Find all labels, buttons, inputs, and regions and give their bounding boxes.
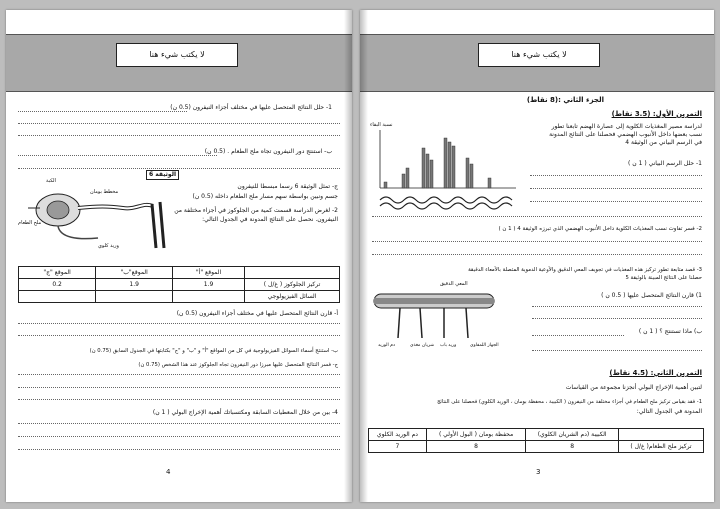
label-artery: شريان مغذي: [410, 343, 435, 348]
table-cell: 1.9: [96, 279, 173, 291]
question-1: 1- حلل النتائج المتحصل عليها في مختلف أجزاء النيفرون (0.5 ن): [170, 104, 332, 111]
digestion-chart: [368, 128, 518, 218]
answer-line: [18, 135, 340, 136]
page-number: 4: [166, 468, 171, 476]
question-3-1: 1) قارن النتائج المتحصل عليها ( 0.5 ن ): [601, 292, 702, 299]
table-row: [19, 291, 340, 303]
answer-line: [18, 155, 217, 156]
header-notice: لا يكتب شيء هنا: [478, 43, 600, 67]
left-page: [6, 10, 352, 502]
exercise-1-intro-3: في الرسم البياني من الوثيقة 4: [625, 139, 702, 146]
salt-table: [368, 428, 704, 453]
question-1: 1- حلل الرسم البياني ( 1 ن ): [628, 160, 702, 167]
exercise-2-intro: لتبين أهمية الإخراج البولي أنجزنا مجموعة من القياسات: [565, 384, 702, 391]
table-cell: تركيز الجلوكوز ( غ/ل ): [245, 279, 340, 291]
answer-line: [530, 175, 702, 176]
table-cell: 1.9: [173, 279, 245, 291]
answer-line: [530, 188, 702, 189]
question-3-continued: حصلنا على النتائج المبينة بالوثيقة 5: [625, 275, 702, 281]
header-bar: [6, 34, 352, 92]
table-cell: تركيز ملح الطعام( غ/ل ): [619, 441, 704, 453]
glucose-table: [18, 266, 340, 303]
answer-line: [18, 387, 340, 388]
doc5-label: المعي الدقيق: [440, 281, 468, 287]
answer-line: [18, 449, 340, 450]
table-cell: [96, 291, 173, 303]
table-cell: [173, 291, 245, 303]
table-row: [369, 441, 704, 453]
exercise-1-title: التمرين الأول: (3.5 نقاط): [611, 110, 702, 118]
table-header-cell: الموقع"ب": [96, 267, 173, 279]
question-2-continued: النيفرون. نحصل على النتائج المدونة في الجدول التالي:: [202, 216, 338, 223]
table-header-row: [369, 429, 704, 441]
label-bowman: مخطط بومان: [90, 189, 119, 195]
header-notice: لا يكتب شيء هنا: [116, 43, 238, 67]
question-3: 3- قصد متابعة تطور تركيز هذه المغذيات في تجويف المعي الدقيق والأوعية الدموية المتصلة بالأمعاء الدقيقة: [468, 267, 702, 273]
table-cell: 8: [526, 441, 619, 453]
answer-line: [18, 323, 340, 324]
page-fold-shadow: [360, 10, 368, 502]
table-header-cell: دم الوريد الكلوي: [369, 429, 427, 441]
doc6-label: الوثيقة 6: [146, 170, 179, 180]
answer-line: [372, 254, 702, 255]
label-lymph: الجهاز اللمفاوي: [470, 343, 499, 348]
table-header-cell: الكبيبة (دم الشريان الكلوي): [526, 429, 619, 441]
question-c: ج- تمثل الوثيقة 6 رسما مبسطا للنيفرون: [237, 183, 338, 190]
answer-line: [532, 335, 624, 336]
table-header-cell: الموقع "ج": [19, 267, 96, 279]
part-title: الجزء الثاني :(8 نقاط): [526, 96, 604, 104]
intestine-figure: [370, 286, 510, 366]
exercise-2-question-1: 1- فقد بقياس تركيز ملح الطعام في أجزاء مختلفة من النيفرون ( الكبيبة ، محفظة بومان ، الوريد الكلوي) فحصلنا على النتائج: [437, 399, 702, 405]
label-vein-blood: دم الوريد: [378, 343, 395, 348]
answer-line: [18, 374, 340, 375]
table-cell: 7: [369, 441, 427, 453]
table-header-cell: الموقع "أ": [173, 267, 245, 279]
answer-line: [18, 423, 340, 424]
answer-line: [372, 241, 702, 242]
label-portal-vein: وريد باب: [440, 343, 457, 348]
question-c3: ج- فسر النتائج المتحصل عليها مبرزا دور النيفرون تجاه الجلوكوز عند هذا الشخص (0.75 ن): [138, 362, 338, 368]
label-salt: ملح الطعام: [18, 220, 42, 226]
exercise-2-title: التمرين الثاني: (4.5 نقاط): [609, 369, 702, 377]
answer-line: [372, 216, 702, 217]
answer-line: [18, 168, 340, 169]
answer-line: [530, 201, 702, 202]
page-fold-shadow: [344, 10, 352, 502]
table-header-cell: [245, 267, 340, 279]
question-b: ب- استنتج دور النيفرون تجاه ملح الطعام . (0.5 ن): [204, 148, 332, 155]
label-capsule: الكبة: [46, 178, 56, 184]
answer-line: [532, 318, 702, 319]
exercise-2-question-1-continued: المدونة في الجدول التالي:: [636, 408, 702, 415]
question-a: أ- قارن النتائج المتحصل عليها في مختلف أجزاء النيفرون (0.5 ن): [176, 310, 338, 317]
answer-line: [18, 399, 340, 400]
question-2: 2- فسر تفاوت نسب المغذيات الكلوية داخل الأنبوب الهضمي الذي تبرزه الوثيقة 4 ( 1 ن ): [498, 226, 702, 232]
page-number: 3: [536, 468, 541, 476]
table-header-row: [19, 267, 340, 279]
table-cell: 8: [426, 441, 525, 453]
exercise-1-intro-1: لدراسة مصير المغذيات الكلوية إلى عصارة الهضم تابعنا تطور: [551, 123, 702, 130]
exercise-1-intro-2: نسب بعضها داخل الأنبوب الهضمي فحصلنا على النتائج المدونة: [549, 131, 702, 138]
answer-line: [18, 111, 187, 112]
table-cell: السائل الفيزيولوجي: [245, 291, 340, 303]
chart-y-label: نسبة البقاء: [370, 122, 393, 128]
answer-line: [18, 335, 340, 336]
table-row: [19, 279, 340, 291]
answer-line: [532, 306, 702, 307]
question-b2: ب- استنتج أسماء السوائل الفيزيولوجية في كل من المواقع "أ" و "ب" و "ج" بكتابتها في الجدول السابق (0.75 ن): [89, 348, 338, 354]
right-page: [360, 10, 714, 502]
answer-line: [532, 350, 702, 351]
question-4: 4- بين من خلال المعطيات السابقة ومكتسباتك أهمية الإخراج البولي ( 1 ن): [152, 409, 338, 416]
answer-line: [18, 436, 340, 437]
table-header-cell: محفظة بومان ( البول الأولي ): [426, 429, 525, 441]
question-2: 2- لغرض الدراسة قسمت كمية من الجلوكوز في أجزاء مختلفة من: [174, 207, 338, 214]
question-3-2: ب) ماذا تستنتج ؟ ( 1 ن ): [638, 328, 702, 335]
answer-line: [18, 123, 340, 124]
table-cell: 0.2: [19, 279, 96, 291]
header-bar: [360, 34, 714, 92]
label-vein: وريد كلوي: [98, 243, 119, 249]
table-header-cell: [619, 429, 704, 441]
question-c-2: جسم ونبين بواسطة سهم مسار ملح الطعام داخله (0.5 ن): [192, 193, 338, 200]
table-cell: [19, 291, 96, 303]
